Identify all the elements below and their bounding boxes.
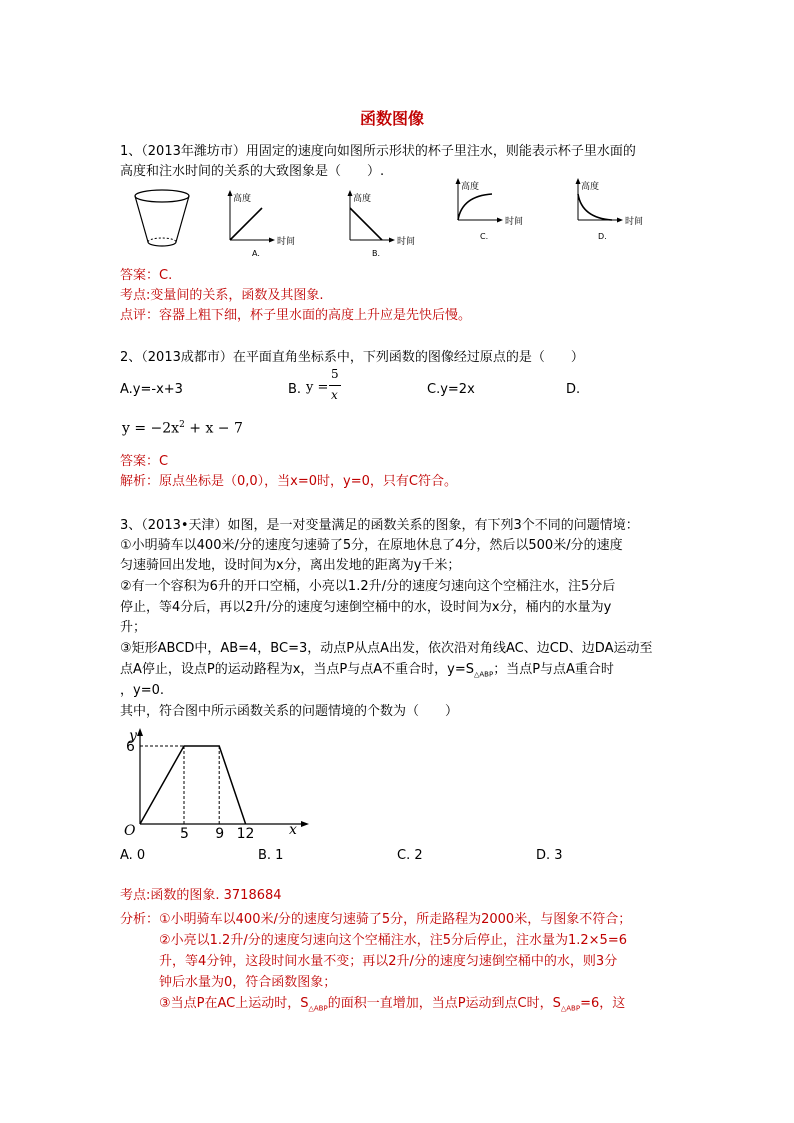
q1-stem-line1: 1、（2013年潍坊市）用固定的速度向如图所示形状的杯子里注水，则能表示杯子里水面的	[120, 144, 636, 159]
q1-d-ylabel: 高度	[581, 182, 600, 192]
q3-question: 其中，符合图中所示函数关系的问题情境的个数为（ ）	[120, 704, 459, 719]
q1-answer: 答案：C.	[120, 268, 173, 283]
q3-stem: 3、（2013•天津）如图，是一对变量满足的函数关系的图象，有下列3个不同的问题情境：	[120, 518, 639, 533]
q3-fenxi-line4: 钟后水量为0，符合函数图象；	[159, 975, 337, 990]
q1-d-caption: D.	[598, 232, 607, 241]
q3-scenario2-line1: ②有一个容积为6升的开口空桶，小亮以1.2升/分的速度匀速向这个空桶注水，注5分后	[120, 579, 616, 594]
q1-c-xlabel: 时间	[505, 217, 524, 227]
q3-fenxi-line2: ②小亮以1.2升/分的速度匀速向这个空桶注水，注5分后停止，注水量为1.2×5=6	[159, 933, 627, 948]
q1-b-caption: B.	[372, 249, 381, 258]
q3-fenxi-line3: 升，等4分钟，这段时间水量不变；再以2升/分的速度匀速倒空桶中的水，则3分	[159, 954, 618, 969]
q3-option-a: A. 0	[120, 848, 146, 863]
graph-y-axis-label: y	[129, 728, 137, 744]
q1-graph-a	[222, 188, 298, 260]
q1-c-ylabel: 高度	[461, 182, 480, 192]
q3-option-d: D. 3	[536, 848, 563, 863]
q3-scenario2-line3: 升；	[120, 620, 147, 635]
q3-scenario2-line2: 停止，等4分后，再以2升/分的速度匀速倒空桶中的水，设时间为x分，桶内的水量为y	[120, 600, 612, 615]
q3-function-graph	[118, 720, 318, 842]
q2-option-d-expression: $y = -2x^2 + x - 7$	[122, 420, 243, 437]
q1-stem-line2: 高度和注水时间的关系的大致图象是（ ）.	[120, 164, 385, 179]
q2-option-d: D.	[566, 382, 581, 397]
q2-fraction-bar	[329, 385, 341, 386]
q2-option-b-denominator: x	[331, 388, 338, 402]
graph-origin-label: O	[124, 823, 136, 839]
graph-tick-y6: 6	[126, 739, 135, 755]
function-line	[140, 746, 246, 824]
q2-option-b-prefix: B.	[288, 382, 302, 397]
q1-b-xlabel: 时间	[397, 237, 416, 247]
q2-stem: 2、（2013成都市）在平面直角坐标系中，下列函数的图像经过原点的是（ ）	[120, 350, 584, 365]
q1-dianping: 点评：容器上粗下细，杯子里水面的高度上升应是先快后慢。	[120, 308, 472, 323]
q1-graph-d	[570, 176, 650, 248]
q2-option-a: A.y=-x+3	[120, 382, 183, 397]
q3-kaodian: 考点:函数的图象. 3718684	[120, 888, 282, 903]
q1-a-caption: A.	[252, 249, 260, 258]
q2-option-c: C.y=2x	[427, 382, 475, 397]
q3-scenario1-line2: 匀速骑回出发地，设时间为x分，离出发地的距离为y千米；	[120, 558, 461, 573]
q1-a-xlabel: 时间	[277, 237, 296, 247]
q3-fenxi-line1: 分析：①小明骑车以400米/分的速度匀速骑了5分，所走路程为2000米，与图象不符合；	[120, 912, 632, 927]
q1-c-caption: C.	[480, 232, 489, 241]
q2-jiexi: 解析：原点坐标是（0,0），当x=0时，y=0，只有C符合。	[120, 474, 457, 489]
q3-scenario3-line2: 点A停止，设点P的运动路程为x，当点P与点A不重合时，$y=S_{\triangle ABP}$；当点P与点A重合时	[120, 662, 614, 679]
q3-scenario3-line3: ，y=0.	[120, 683, 164, 698]
cup-figure	[132, 186, 194, 252]
q2-answer: 答案：C	[120, 454, 169, 469]
page-title: 函数图像	[360, 109, 425, 128]
q1-d-xlabel: 时间	[625, 217, 644, 227]
q3-option-b: B. 1	[258, 848, 284, 863]
q3-option-c: C. 2	[397, 848, 423, 863]
q2-option-b-lhs: y =	[306, 380, 329, 395]
graph-tick-x12: 12	[236, 826, 255, 842]
graph-tick-x9: 9	[215, 826, 225, 842]
graph-x-axis-label: x	[289, 822, 297, 838]
q1-a-ylabel: 高度	[233, 194, 252, 204]
q2-option-b-numerator: 5	[331, 367, 339, 381]
q1-graph-b	[342, 188, 418, 260]
q3-scenario1-line1: ①小明骑车以400米/分的速度匀速骑了5分，在原地休息了4分，然后以500米/分的速度	[120, 538, 623, 553]
q1-graph-c	[450, 176, 530, 248]
q1-b-ylabel: 高度	[353, 194, 372, 204]
graph-tick-x5: 5	[180, 826, 189, 842]
q3-scenario3-line1: ③矩形ABCD中，AB=4，BC=3，动点P从点A出发，依次沿对角线AC、边CD、边DA运动至	[120, 641, 653, 656]
q3-fenxi-line5: ③当点P在AC上运动时，$S_{\triangle ABP}$的面积一直增加，当点P运动到点C时，$S_{\triangle ABP}=6$，这	[159, 996, 626, 1013]
q1-kaodian: 考点:变量间的关系，函数及其图象.	[120, 288, 324, 303]
